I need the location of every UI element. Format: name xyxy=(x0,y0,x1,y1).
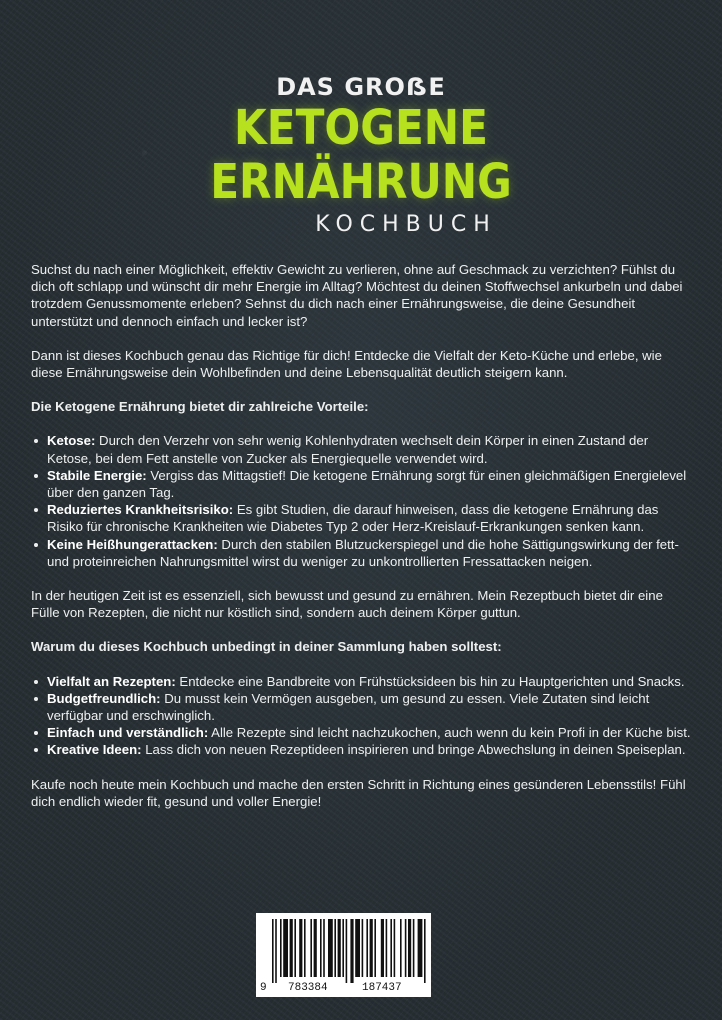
barcode-bar xyxy=(405,919,407,977)
reason-text: Entdecke eine Bandbreite von Frühstücksideen bis hin zu Hauptgerichten und Snacks. xyxy=(175,673,685,689)
barcode-bar xyxy=(299,919,302,977)
barcode-bar xyxy=(342,919,344,977)
benefit-text: Durch den stabilen Blutzuckerspiegel und die hohe Sättigungswirkung der fett- und proteinreichen Nahrungsmittel wirst du weniger zu unkontrollierten Fressattacken neigen. xyxy=(47,536,679,569)
middle-paragraph: In der heutigen Zeit ist es essenziell, sich bewusst und gesund zu ernähren. Mein Rezeptbuch bietet dir eine Fülle von Rezepten, die nicht nur köstlich sind, sondern auch deinem Körper guttun. xyxy=(31,588,663,621)
benefit-label: Stabile Energie: xyxy=(47,467,147,483)
reason-label: Vielfalt an Rezepten: xyxy=(47,673,176,689)
reasons-list xyxy=(31,673,691,759)
benefit-label: Keine Heißhungerattacken: xyxy=(47,536,218,552)
title-line-ketogene: KETOGENE xyxy=(233,100,489,156)
barcode-bar xyxy=(370,919,373,977)
isbn-number xyxy=(256,982,431,996)
barcode-bar xyxy=(272,919,274,983)
barcode-bar xyxy=(314,919,317,977)
barcode-bar xyxy=(400,919,402,977)
barcode-bar xyxy=(418,919,423,977)
barcode-bar xyxy=(328,919,333,977)
barcode-bar xyxy=(304,919,306,977)
reason-label: Kreative Ideen: xyxy=(47,742,142,758)
list-item xyxy=(47,501,691,535)
reason-text: Alle Rezepte sind leicht nachzukochen, auch wenn du kein Profi in der Küche bist. xyxy=(208,725,691,741)
barcode-bar xyxy=(355,919,360,977)
list-item xyxy=(47,432,691,466)
barcode-bars xyxy=(256,913,431,983)
reason-label: Einfach und verständlich: xyxy=(47,725,209,741)
barcode-bar xyxy=(408,919,411,977)
benefit-text: Durch den Verzehr von sehr wenig Kohlenhydraten wechselt dein Körper in einen Zustand der Ketose, bei dem Fett anstelle von Zucker als Energiequelle verwendet wird. xyxy=(47,433,649,466)
barcode-bar xyxy=(350,919,353,983)
barcode-bar xyxy=(394,919,396,977)
title-subtitle: KOCHBUCH xyxy=(315,212,497,237)
barcode-bar xyxy=(338,919,341,977)
barcode-bar xyxy=(424,919,426,983)
reason-label: Budgetfreundlich: xyxy=(47,690,161,706)
intro-paragraph-2: Dann ist dieses Kochbuch genau das Richtige für dich! Entdecke die Vielfalt der Keto-Küche und erlebe, wie diese Ernährungsweise dein Wohlbefinden und deine Lebensqualität deutlich steigern kann. xyxy=(31,347,662,381)
isbn-lead-digit: 9 xyxy=(260,982,267,994)
closing-paragraph: Kaufe noch heute mein Kochbuch und mache den ersten Schritt in Richtung eines gesünderen Lebensstils! Fühl dich endlich wieder fit, gesund und voller Energie! xyxy=(31,776,686,809)
title-line-small: DAS GROẞE xyxy=(276,73,446,101)
list-item xyxy=(47,741,691,758)
intro-paragraph-1: Suchst du nach einer Möglichkeit, effektiv Gewicht zu verlieren, ohne auf Geschmack zu verzichten? Fühlst du dich oft schlapp und wünscht dir mehr Energie im Alltag? Möchtest du deinen Stoffwechsel ankurbeln und dabei trotzdem Genussmomente erleben? Sehnst du dich nach einer Ernährungsweise, die deine Gesundheit unterstützt und dennoch einfach und lecker ist? xyxy=(31,262,683,329)
reasons-heading: Warum du dieses Kochbuch unbedingt in deiner Sammlung haben solltest: xyxy=(31,639,502,655)
title-line-ernaehrung: ERNÄHRUNG xyxy=(210,154,512,210)
benefit-text: Es gibt Studien, die darauf hinweisen, dass die ketogene Ernährung das Risiko für chronische Krankheiten wie Diabetes Typ 2 oder Herz-Kreislauf-Erkrankungen senken kann. xyxy=(47,502,659,535)
barcode-bar xyxy=(390,919,392,977)
benefits-heading: Die Ketogene Ernährung bietet dir zahlreiche Vorteile: xyxy=(31,399,369,415)
list-item xyxy=(47,690,691,724)
barcode-bar xyxy=(323,919,325,977)
barcode-bar xyxy=(294,919,296,977)
barcode-bar xyxy=(280,919,282,977)
isbn-group-2: 187437 xyxy=(362,982,402,994)
benefit-label: Reduziertes Krankheitsrisiko: xyxy=(47,502,234,518)
list-item xyxy=(47,724,691,741)
barcode-bar xyxy=(346,919,348,983)
barcode-bar xyxy=(275,919,277,983)
barcode-bar xyxy=(290,919,293,977)
reason-text: Du musst kein Vermögen ausgeben, um gesund zu essen. Viele Zutaten sind leicht verfügbar und erschwinglich. xyxy=(47,690,650,724)
barcode-bar xyxy=(381,919,384,977)
list-item xyxy=(47,536,691,570)
barcode-bar xyxy=(283,919,288,977)
barcode-bar xyxy=(374,919,376,977)
barcode-bar xyxy=(334,919,336,977)
benefit-text: Vergiss das Mittagstief! Die ketogene Ernährung sorgt für einen gleichmäßigen Energielevel über den ganzen Tag. xyxy=(47,467,687,501)
barcode-bar xyxy=(386,919,388,977)
isbn-group-1: 783384 xyxy=(288,982,328,994)
isbn-barcode xyxy=(256,913,431,997)
blurb-text xyxy=(31,261,691,810)
benefits-list xyxy=(31,432,691,570)
list-item xyxy=(47,467,691,501)
reason-text: Lass dich von neuen Rezeptideen inspirieren und bringe Abwechslung in deinen Speiseplan. xyxy=(141,742,686,758)
list-item xyxy=(47,673,691,690)
barcode-bar xyxy=(413,919,415,977)
barcode-bar xyxy=(320,919,322,977)
benefit-label: Ketose: xyxy=(47,433,96,449)
barcode-bar xyxy=(366,919,368,977)
barcode-bar xyxy=(362,919,364,977)
barcode-bar xyxy=(310,919,312,977)
